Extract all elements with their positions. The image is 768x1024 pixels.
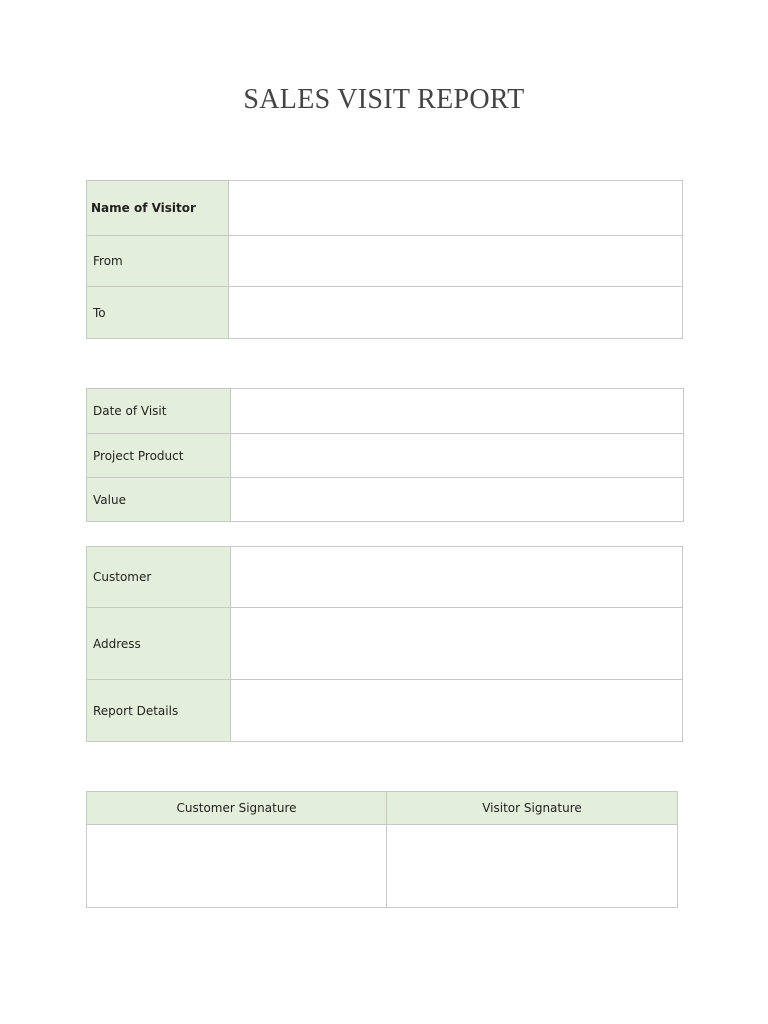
to-label: To xyxy=(87,287,229,339)
table-row xyxy=(87,608,683,680)
customer-signature-box[interactable] xyxy=(87,825,387,908)
customer-signature-label: Customer Signature xyxy=(87,792,387,825)
visitor-info-table xyxy=(86,180,683,339)
date-of-visit-field[interactable] xyxy=(231,389,684,434)
table-row xyxy=(87,434,684,478)
table-row xyxy=(87,547,683,608)
report-details-field[interactable] xyxy=(231,680,683,742)
table-row xyxy=(87,680,683,742)
value-label: Value xyxy=(87,478,231,522)
report-details-label: Report Details xyxy=(87,680,231,742)
customer-info-table xyxy=(86,546,683,742)
table-row xyxy=(87,825,678,908)
address-field[interactable] xyxy=(231,608,683,680)
visitor-signature-box[interactable] xyxy=(387,825,678,908)
table-row xyxy=(87,478,684,522)
page-title: SALES VISIT REPORT xyxy=(243,84,525,115)
table-row xyxy=(87,389,684,434)
customer-field[interactable] xyxy=(231,547,683,608)
from-field[interactable] xyxy=(229,236,683,287)
table-row xyxy=(87,792,678,825)
address-label: Address xyxy=(87,608,231,680)
visit-details-table xyxy=(86,388,684,522)
table-row xyxy=(87,181,683,236)
project-product-field[interactable] xyxy=(231,434,684,478)
customer-label: Customer xyxy=(87,547,231,608)
table-row xyxy=(87,287,683,339)
project-product-label: Project Product xyxy=(87,434,231,478)
to-field[interactable] xyxy=(229,287,683,339)
signature-table xyxy=(86,791,678,908)
date-of-visit-label: Date of Visit xyxy=(87,389,231,434)
table-row xyxy=(87,236,683,287)
visitor-signature-label: Visitor Signature xyxy=(387,792,678,825)
name-of-visitor-label: Name of Visitor xyxy=(87,181,229,236)
from-label: From xyxy=(87,236,229,287)
value-field[interactable] xyxy=(231,478,684,522)
name-of-visitor-field[interactable] xyxy=(229,181,683,236)
